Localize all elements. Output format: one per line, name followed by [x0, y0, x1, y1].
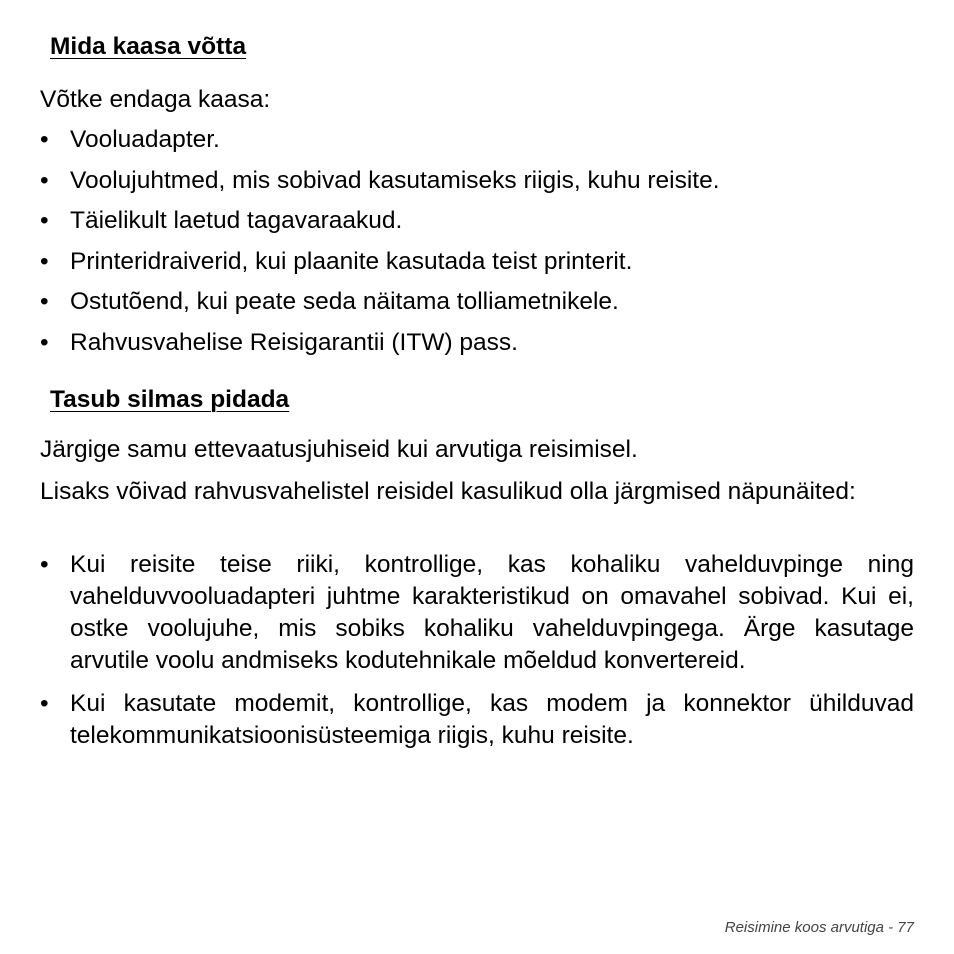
section-heading-keep-in-mind: Tasub silmas pidada [50, 386, 290, 413]
intro-paragraph: Võtke endaga kaasa: [40, 86, 271, 113]
list-item [40, 165, 914, 206]
bullet-icon: • [40, 690, 49, 717]
bullet-icon: • [40, 207, 49, 234]
list-item [40, 205, 914, 246]
list-item-text: Vooluadapter. [70, 126, 220, 153]
list-item [40, 327, 914, 368]
bullet-icon: • [40, 551, 49, 578]
list-item [40, 549, 914, 677]
list-item [40, 124, 914, 165]
page-footer: Reisimine koos arvutiga - 77 [724, 919, 914, 936]
list-item-text: Ostutõend, kui peate seda näitama tolliametnikele. [70, 288, 619, 315]
guideline-paragraph: Järgige samu ettevaatusjuhiseid kui arvutiga reisimisel. [40, 436, 638, 463]
bullet-icon: • [40, 126, 49, 153]
list-item-text: Printeridraiverid, kui plaanite kasutada teist printerit. [70, 247, 633, 275]
list-item-text: Rahvusvahelise Reisigarantii (ITW) pass. [70, 328, 518, 356]
bullet-icon: • [40, 247, 49, 275]
packing-list [40, 124, 914, 367]
bullet-icon: • [40, 328, 49, 356]
list-item-text: Kui kasutate modemit, kontrollige, kas modem ja konnektor ühilduvad telekommunikatsioonisüsteemiga riigis, kuhu reisite. [70, 690, 914, 749]
list-item-text: Voolujuhtmed, mis sobivad kasutamiseks riigis, kuhu reisite. [70, 166, 720, 194]
section-heading-what-to-take: Mida kaasa võtta [50, 33, 247, 60]
tips-intro-paragraph: Lisaks võivad rahvusvahelistel reisidel kasulikud olla järgmised näpunäited: [40, 478, 856, 505]
bullet-icon: • [40, 288, 49, 315]
list-item [40, 286, 914, 327]
list-item-text: Kui reisite teise riiki, kontrollige, kas kohaliku vahelduvpinge ning vahelduvvooluadapteri juhtme karakteristikud on omavahel sobivad. Kui ei, ostke voolujuhe, mis sobiks kohaliku vahelduvpingega. Ärge kasutage arvutile voolu andmiseks kodutehnikale mõeldud konvertereid. [70, 551, 914, 674]
travel-tips-list [40, 549, 914, 752]
list-item-text: Täielikult laetud tagavaraakud. [70, 207, 403, 234]
list-item [40, 688, 914, 752]
bullet-icon: • [40, 166, 49, 194]
list-item [40, 246, 914, 287]
